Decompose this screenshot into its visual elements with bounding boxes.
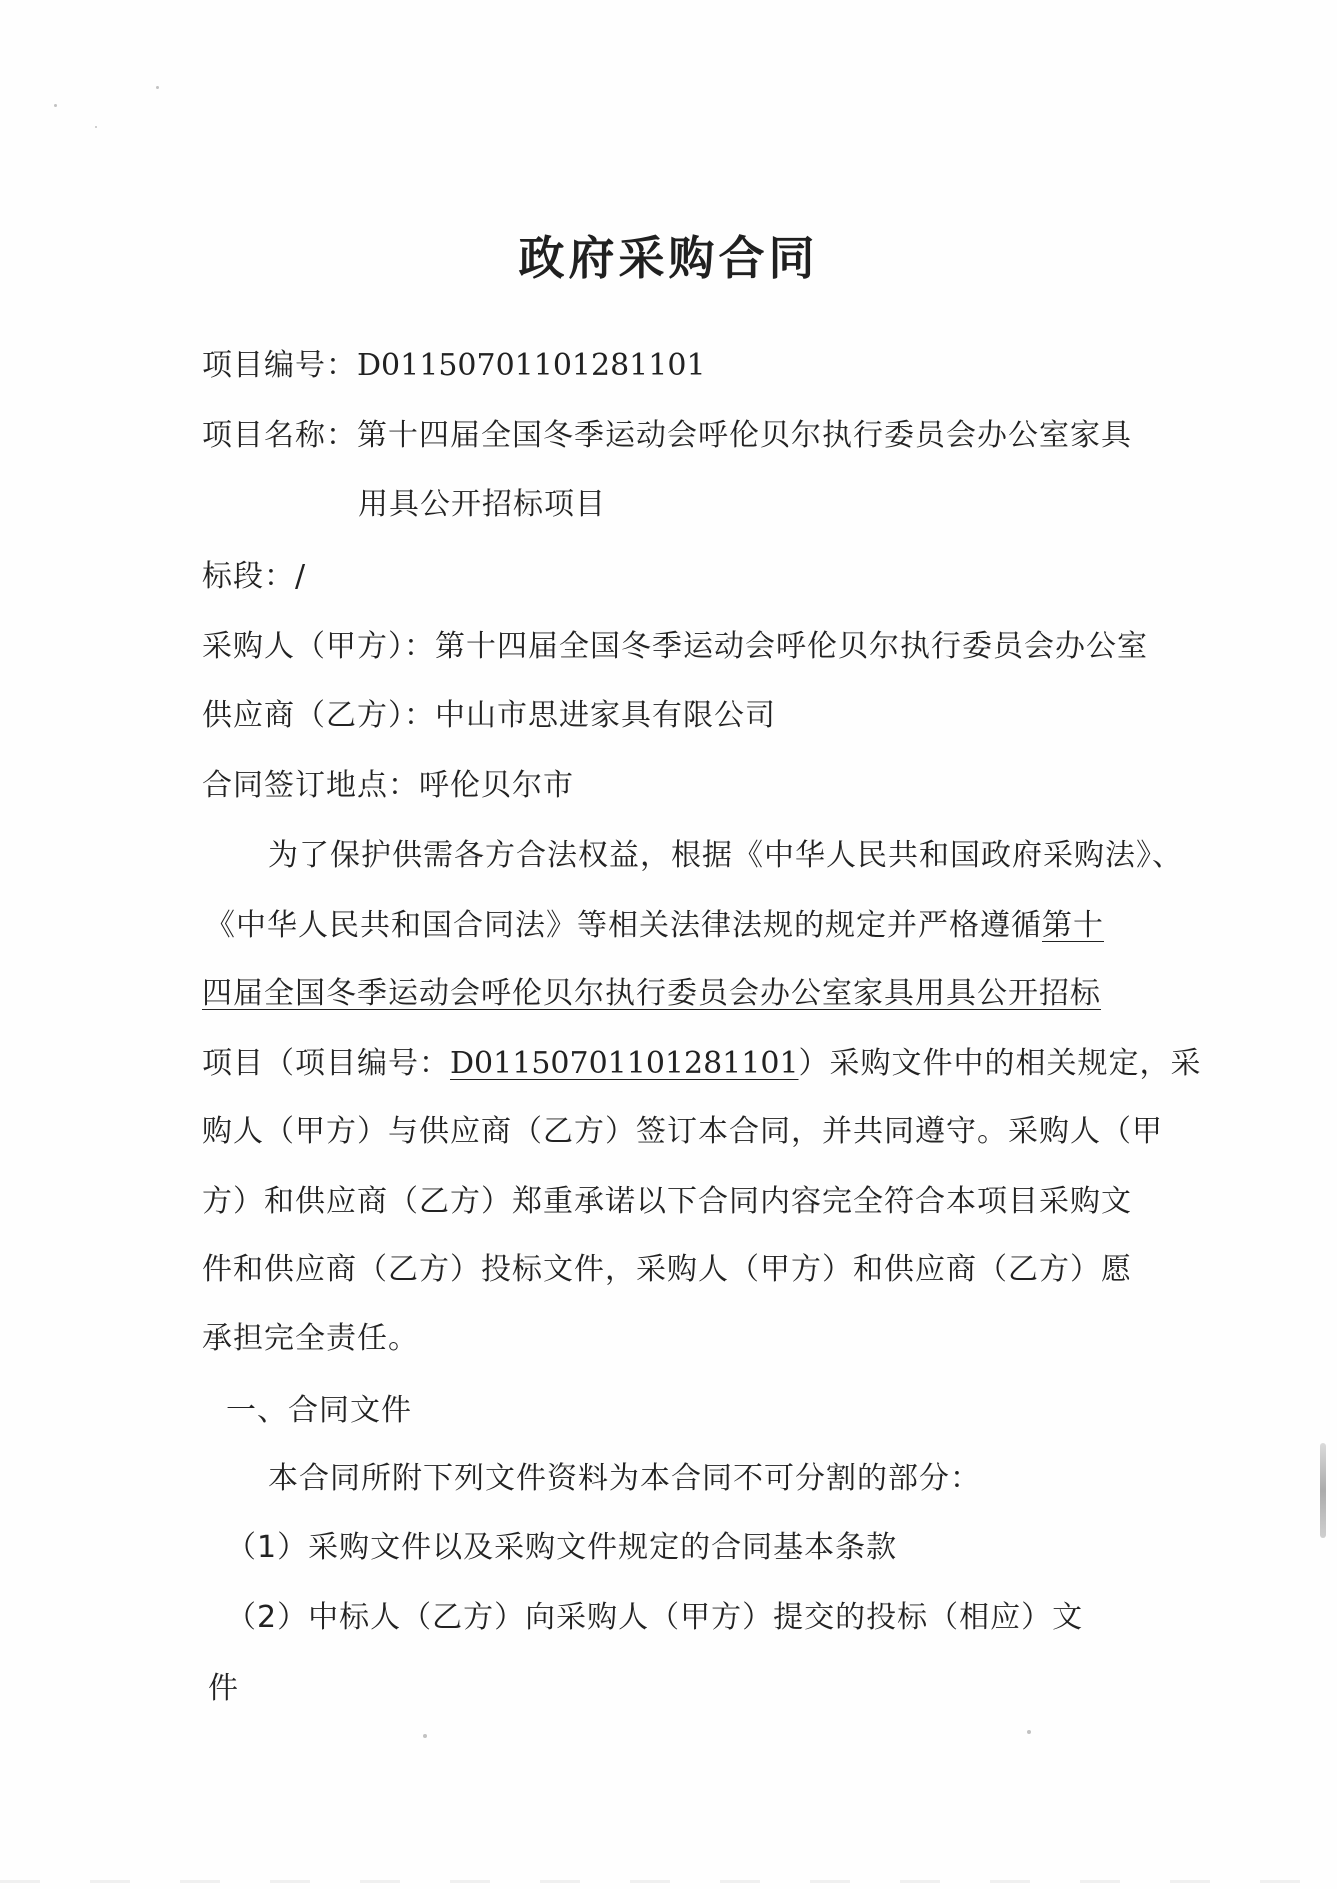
preamble-line-2: [205, 900, 1104, 944]
section-1-item-2-continuation: 件: [208, 1671, 239, 1706]
project-name-row: [202, 410, 1132, 454]
document-title: 政府采购合同: [518, 231, 819, 285]
project-number-label: 项目编号：: [202, 348, 357, 383]
preamble-text: 项目（项目编号：: [202, 1046, 450, 1081]
scan-speck: [1027, 1730, 1031, 1734]
project-name-value: 第十四届全国冬季运动会呼伦贝尔执行委员会办公室家具: [357, 418, 1132, 453]
preamble-line-6: 方）和供应商（乙方）郑重承诺以下合同内容完全符合本项目采购文: [202, 1184, 1132, 1219]
purchaser-value: 第十四届全国冬季运动会呼伦贝尔执行委员会办公室: [435, 629, 1148, 664]
preamble-line-5: 购人（甲方）与供应商（乙方）签订本合同，并共同遵守。采购人（甲: [202, 1114, 1163, 1149]
preamble-line-4: [202, 1038, 1202, 1082]
project-number-value: D01150701101281101: [357, 348, 706, 383]
lot-label: 标段：: [202, 559, 295, 594]
purchaser-label: 采购人（甲方）：: [202, 629, 435, 664]
scan-bottom-edge: [0, 1880, 1337, 1883]
underlined-project-name-start: 第十: [1042, 908, 1104, 943]
section-1-intro: 本合同所附下列文件资料为本合同不可分割的部分：: [268, 1461, 981, 1496]
preamble-line-1: 为了保护供需各方合法权益，根据《中华人民共和国政府采购法》、: [268, 838, 1183, 873]
purchaser-row: [202, 621, 1148, 665]
preamble-line-7: 件和供应商（乙方）投标文件，采购人（甲方）和供应商（乙方）愿: [202, 1252, 1132, 1287]
preamble-text: ）采购文件中的相关规定，采: [798, 1046, 1202, 1081]
supplier-row: [202, 690, 776, 734]
section-1-item-2: （2）中标人（乙方）向采购人（甲方）提交的投标（相应）文: [226, 1600, 1084, 1635]
preamble-line-3-underlined: 四届全国冬季运动会呼伦贝尔执行委员会办公室家具用具公开招标: [202, 976, 1101, 1011]
scan-speck: [95, 126, 97, 128]
preamble-text: 《中华人民共和国合同法》等相关法律法规的规定并严格遵循: [205, 908, 1042, 943]
section-1-item-1: （1）采购文件以及采购文件规定的合同基本条款: [226, 1530, 898, 1565]
scan-speck: [156, 86, 159, 89]
sign-place-row: [202, 760, 574, 804]
preamble-line-8: 承担完全责任。: [202, 1321, 419, 1356]
sign-place-label: 合同签订地点：: [202, 768, 419, 803]
scan-speck: [423, 1734, 427, 1738]
supplier-label: 供应商（乙方）：: [202, 698, 435, 733]
scan-edge-mark: [1320, 1443, 1326, 1538]
project-number-row: [202, 340, 706, 384]
section-1-heading: 一、合同文件: [226, 1393, 412, 1428]
project-name-label: 项目名称：: [202, 418, 357, 453]
lot-value: /: [295, 559, 307, 594]
sign-place-value: 呼伦贝尔市: [419, 768, 574, 803]
lot-row: [202, 551, 306, 595]
project-name-continuation: 用具公开招标项目: [358, 487, 606, 522]
scan-speck: [54, 104, 57, 107]
supplier-value: 中山市思进家具有限公司: [435, 698, 776, 733]
underlined-project-number: D01150701101281101: [450, 1046, 799, 1081]
